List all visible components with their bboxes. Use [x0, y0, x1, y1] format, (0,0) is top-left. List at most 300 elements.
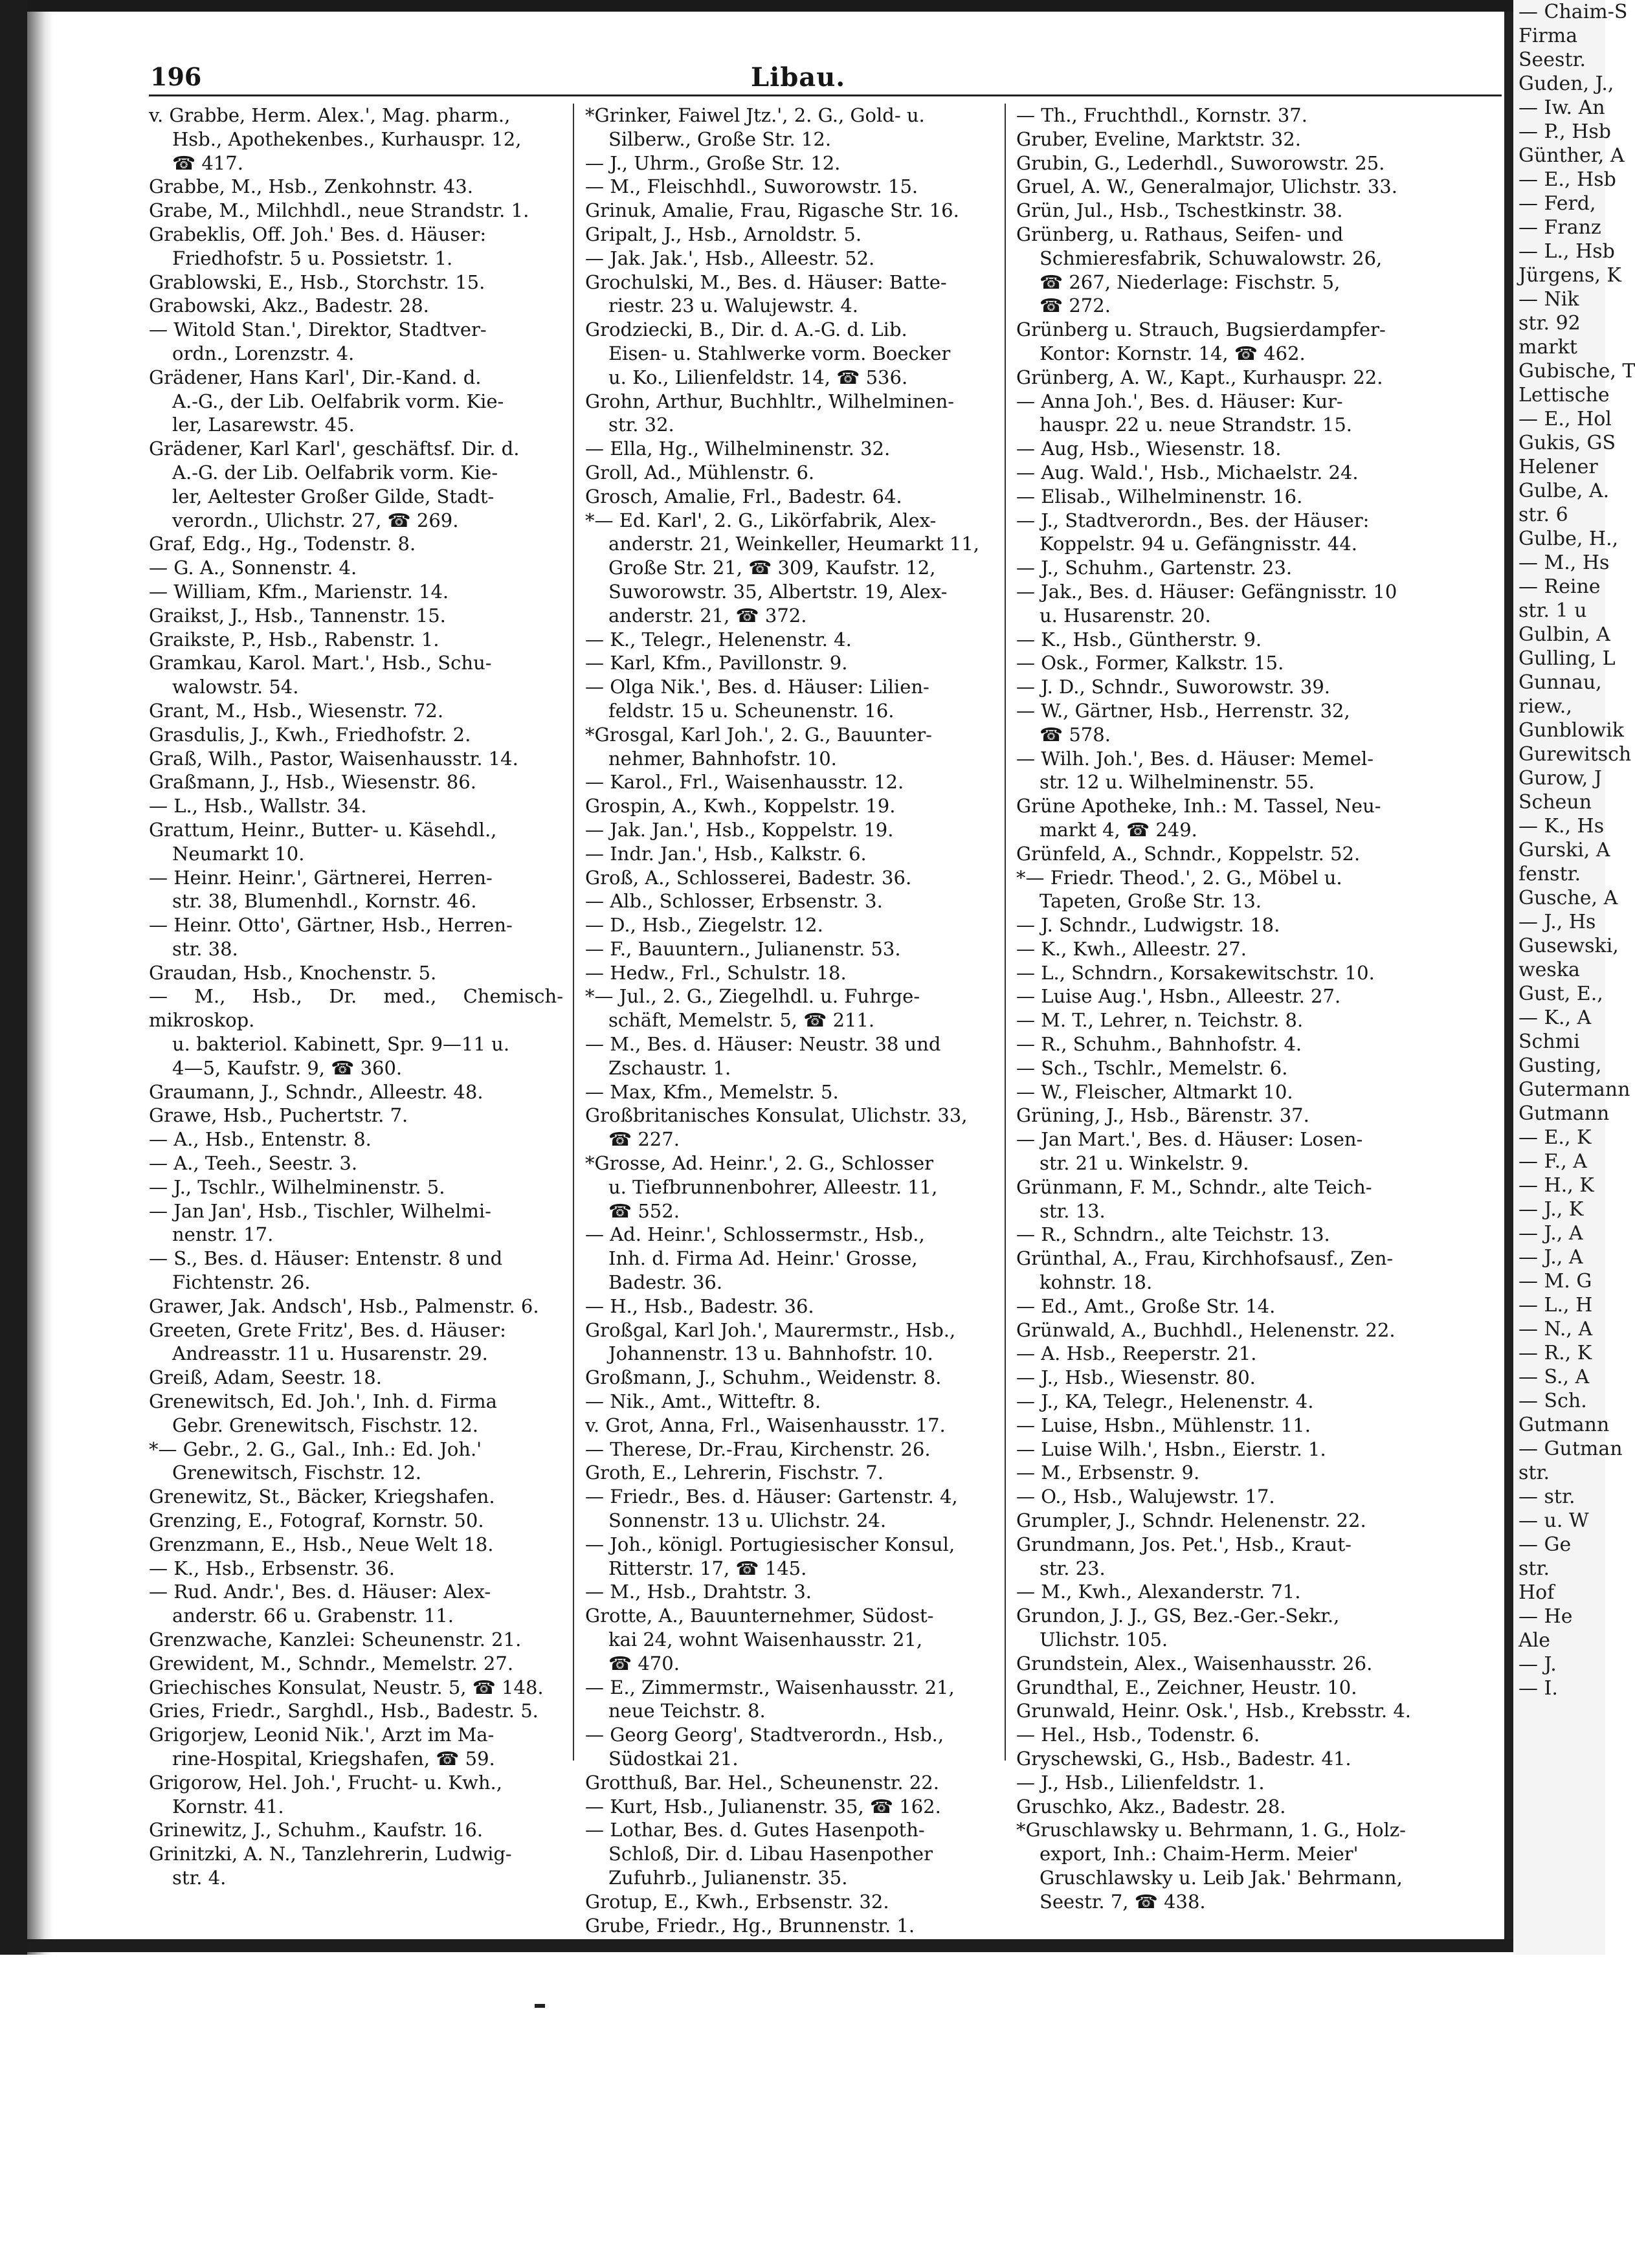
adjacent-page-fragment [1513, 0, 1635, 1955]
entry-name-line: Grundmann, Jos. Pet.', Hsb., Kraut- [1016, 1533, 1351, 1555]
entry-continuation-line: Ritterstr. 17, ☎ 145. [608, 1557, 807, 1579]
adjacent-page-line: — He [1518, 1605, 1573, 1628]
directory-entry [1016, 1342, 1456, 1366]
entry-name-line: Grünfeld, A., Schndr., Koppelstr. 52. [1016, 842, 1361, 865]
directory-entry [1016, 699, 1456, 747]
entry-continuation-line: nehmer, Bahnhofstr. 10. [608, 747, 837, 770]
adjacent-page-line: — Chaim-S [1518, 1, 1628, 23]
directory-entry [149, 1771, 563, 1819]
directory-entry [585, 794, 993, 818]
entry-name-line: Grünthal, A., Frau, Kirchhofsausf., Zen- [1016, 1247, 1394, 1270]
directory-entry [585, 1676, 993, 1724]
directory-entry [1016, 1104, 1456, 1128]
directory-entry [149, 437, 563, 532]
directory-entry [585, 1485, 993, 1533]
adjacent-page-line: — K., Hs [1518, 815, 1605, 838]
adjacent-page-line: — Franz [1518, 216, 1601, 239]
adjacent-page-line: riew., [1518, 695, 1572, 718]
entry-name-line: Grabe, M., Milchhdl., neue Strandstr. 1. [149, 199, 529, 222]
directory-entry [149, 1580, 563, 1628]
entry-name-line: — Jak. Jan.', Hsb., Koppelstr. 19. [585, 818, 894, 841]
directory-entry [585, 390, 993, 438]
adjacent-page-line: Gulbe, H., [1518, 528, 1619, 550]
directory-entry [585, 866, 993, 890]
entry-continuation-line: str. 32. [608, 414, 674, 436]
directory-entry [1016, 461, 1456, 485]
directory-entry [585, 1223, 993, 1294]
entry-continuation-line: A.-G. der Lib. Oelfabrik vorm. Kie- [172, 461, 498, 484]
entry-name-line: — F., Bauuntern., Julianenstr. 53. [585, 937, 901, 960]
entry-name-line: *— Jul., 2. G., Ziegelhdl. u. Fuhrge- [585, 985, 920, 1008]
directory-entry [1016, 1414, 1456, 1438]
entry-name-line: *— Ed. Karl', 2. G., Likörfabrik, Alex- [585, 509, 937, 531]
entry-name-line: — Karol., Frl., Waisenhausstr. 12. [585, 771, 904, 794]
directory-entry [149, 794, 563, 818]
print-mark [535, 2004, 545, 2008]
entry-name-line: — Jak., Bes. d. Häuser: Gefängnisstr. 10 [1016, 580, 1397, 603]
entry-continuation-line: Große Str. 21, ☎ 309, Kaufstr. 12, [608, 557, 936, 579]
entry-name-line: Graßmann, J., Hsb., Wiesenstr. 86. [149, 771, 476, 794]
entry-name-line: Grohn, Arthur, Buchhltr., Wilhelminen- [585, 390, 955, 412]
entry-name-line: — Jak. Jak.', Hsb., Alleestr. 52. [585, 247, 875, 269]
entry-name-line: Gruel, A. W., Generalmajor, Ulichstr. 33. [1016, 175, 1397, 198]
entry-continuation-line: Eisen- u. Stahlwerke vorm. Boecker [608, 342, 951, 364]
directory-entry [585, 461, 993, 485]
entry-continuation-line: A.-G., der Lib. Oelfabrik vorm. Kie- [172, 390, 504, 412]
directory-entry [585, 1795, 993, 1819]
entry-name-line: — Elisab., Wilhelminenstr. 16. [1016, 485, 1303, 507]
entry-continuation-line: Schloß, Dir. d. Libau Hasenpother [608, 1843, 933, 1865]
directory-entry [1016, 794, 1456, 842]
directory-entry [585, 842, 993, 866]
directory-entry [1016, 747, 1456, 795]
directory-entry [1016, 675, 1456, 699]
directory-entry [585, 1914, 993, 1938]
entry-name-line: — Max, Kfm., Memelstr. 5. [585, 1080, 839, 1103]
entry-name-line: — Karl, Kfm., Pavillonstr. 9. [585, 652, 848, 674]
entry-name-line: Grawer, Jak. Andsch', Hsb., Palmenstr. 6. [149, 1295, 539, 1317]
adjacent-page-line: — F., A [1518, 1150, 1587, 1173]
directory-entry [149, 1533, 563, 1557]
entry-continuation-line: Suworowstr. 35, Albertstr. 19, Alex- [608, 580, 948, 603]
entry-name-line: — Osk., Former, Kalkstr. 15. [1016, 652, 1284, 674]
entry-continuation-line: Friedhofstr. 5 u. Possietstr. 1. [172, 247, 453, 269]
directory-entry [1016, 1509, 1456, 1533]
adjacent-page-line: — Sch. [1518, 1390, 1587, 1412]
entry-name-line: Groß, A., Schlosserei, Badestr. 36. [585, 866, 912, 889]
directory-entry [1016, 318, 1456, 366]
entry-name-line: Grodziecki, B., Dir. d. A.-G. d. Lib. [585, 318, 907, 341]
entry-continuation-line: 4—5, Kaufstr. 9, ☎ 360. [172, 1056, 403, 1079]
adjacent-page-line: Gurewitsch [1518, 743, 1632, 766]
adjacent-page-line: — str. [1518, 1485, 1575, 1508]
entry-continuation-line: Badestr. 36. [608, 1271, 723, 1294]
directory-entry [1016, 1008, 1456, 1032]
directory-entry [149, 984, 563, 1080]
adjacent-page-line: — E., K [1518, 1126, 1592, 1149]
entry-name-line: Grawe, Hsb., Puchertstr. 7. [149, 1104, 408, 1127]
adjacent-page-line: — J., A [1518, 1222, 1583, 1245]
adjacent-page-line: — Iw. An [1518, 96, 1605, 119]
directory-entry [1016, 1390, 1456, 1414]
entry-name-line: Grabeklis, Off. Joh.' Bes. d. Häuser: [149, 223, 487, 245]
entry-name-line: — William, Kfm., Marienstr. 14. [149, 580, 449, 603]
entry-name-line: Grenewitz, St., Bäcker, Kriegshafen. [149, 1485, 495, 1508]
entry-continuation-line: ☎ 417. [172, 151, 243, 174]
entry-name-line: — Rud. Andr.', Bes. d. Häuser: Alex- [149, 1581, 491, 1603]
entry-name-line: — Ella, Hg., Wilhelminenstr. 32. [585, 438, 891, 460]
adjacent-page-line: Hof [1518, 1581, 1555, 1604]
directory-entry [585, 1580, 993, 1604]
entry-name-line: — J. D., Schndr., Suworowstr. 39. [1016, 676, 1330, 698]
entry-continuation-line: str. 23. [1040, 1557, 1106, 1579]
directory-entry [585, 485, 993, 509]
directory-entry [585, 628, 993, 652]
adjacent-page-line: fenstr. [1518, 863, 1581, 885]
directory-entry [149, 723, 563, 747]
entry-continuation-line: Fichtenstr. 26. [172, 1271, 311, 1294]
directory-entry [1016, 1056, 1456, 1080]
adjacent-page-line: — S., A [1518, 1366, 1590, 1388]
adjacent-page-line: — L., Hsb [1518, 240, 1615, 263]
directory-entry [585, 1032, 993, 1080]
entry-name-line: v. Grot, Anna, Frl., Waisenhausstr. 17. [585, 1414, 946, 1436]
directory-entry [149, 556, 563, 580]
adjacent-page-line: Gulbe, A. [1518, 480, 1610, 502]
directory-entry [1016, 1533, 1456, 1581]
entry-continuation-line: nenstr. 17. [172, 1223, 274, 1246]
directory-entry [585, 1080, 993, 1104]
directory-entry [1016, 651, 1456, 675]
entry-continuation-line: rine-Hospital, Kriegshafen, ☎ 59. [172, 1747, 495, 1770]
directory-entry [1016, 866, 1456, 914]
directory-entry [149, 866, 563, 914]
directory-entry [149, 604, 563, 628]
entry-name-line: Grädener, Hans Karl', Dir.-Kand. d. [149, 366, 482, 388]
directory-entry [149, 1390, 563, 1438]
directory-entry [149, 366, 563, 437]
entry-name-line: — J., KA, Telegr., Helenenstr. 4. [1016, 1390, 1314, 1413]
entry-continuation-line: Zufuhrb., Julianenstr. 35. [608, 1866, 848, 1889]
entry-name-line: — Joh., königl. Portugiesischer Konsul, [585, 1533, 955, 1555]
entry-name-line: — H., Hsb., Badestr. 36. [585, 1295, 814, 1317]
adjacent-page-line: — u. W [1518, 1509, 1589, 1532]
directory-entry [585, 1390, 993, 1414]
adjacent-page-line: Gulbin, A [1518, 623, 1610, 646]
directory-entry [1016, 1318, 1456, 1342]
adjacent-page-line: Gulling, L [1518, 647, 1616, 670]
directory-entry [1016, 937, 1456, 961]
entry-name-line: Grünwald, A., Buchhdl., Helenenstr. 22. [1016, 1318, 1396, 1341]
directory-entry [585, 723, 993, 771]
directory-entry [149, 1557, 563, 1581]
entry-name-line: Gries, Friedr., Sarghdl., Hsb., Badestr. 5. [149, 1700, 539, 1722]
entry-name-line: — Nik., Amt., Witteftr. 8. [585, 1390, 821, 1413]
entry-continuation-line: u. Ko., Lilienfeldstr. 14, ☎ 536. [608, 366, 908, 388]
entry-name-line: Gripalt, J., Hsb., Arnoldstr. 5. [585, 223, 862, 245]
directory-entry [1016, 1080, 1456, 1104]
directory-entry [1016, 175, 1456, 199]
directory-entry [585, 1533, 993, 1581]
directory-entry [149, 104, 563, 175]
entry-name-line: — S., Bes. d. Häuser: Entenstr. 8 und [149, 1247, 503, 1270]
entry-name-line: Graikst, J., Hsb., Tannenstr. 15. [149, 604, 446, 627]
entry-name-line: Grospin, A., Kwh., Koppelstr. 19. [585, 795, 896, 817]
directory-column-3 [1016, 104, 1456, 1929]
entry-name-line: *Gruschlawsky u. Behrmann, 1. G., Holz- [1016, 1819, 1406, 1841]
directory-entry [585, 437, 993, 461]
entry-continuation-line: kohnstr. 18. [1040, 1271, 1153, 1294]
directory-entry [585, 675, 993, 723]
directory-entry [1016, 1247, 1456, 1295]
entry-continuation-line: str. 13. [1040, 1199, 1106, 1222]
directory-entry [149, 1199, 563, 1247]
adjacent-page-line: — L., H [1518, 1294, 1593, 1317]
entry-continuation-line: Kornstr. 41. [172, 1795, 284, 1818]
directory-entry [1016, 1128, 1456, 1175]
directory-entry [149, 1318, 563, 1366]
directory-entry [149, 532, 563, 556]
entry-name-line: Grenewitsch, Ed. Joh.', Inh. d. Firma [149, 1390, 497, 1413]
entry-name-line: Grunwald, Heinr. Osk.', Hsb., Krebsstr. 4. [1016, 1700, 1411, 1722]
entry-name-line: — J., Schuhm., Gartenstr. 23. [1016, 557, 1293, 579]
entry-name-line: — Therese, Dr.-Frau, Kirchenstr. 26. [585, 1438, 931, 1460]
directory-entry [149, 1295, 563, 1318]
directory-entry [149, 1366, 563, 1390]
entry-name-line: *Grinker, Faiwel Jtz.', 2. G., Gold- u. [585, 104, 925, 126]
directory-entry [1016, 1652, 1456, 1676]
header-divider [149, 94, 1502, 96]
entry-continuation-line: anderstr. 21, ☎ 372. [608, 604, 807, 627]
directory-entry [585, 175, 993, 199]
entry-name-line: — M., Erbsenstr. 9. [1016, 1462, 1200, 1484]
adjacent-page-line: Lettische [1518, 384, 1610, 406]
entry-name-line: — J., Uhrm., Große Str. 12. [585, 151, 841, 174]
entry-name-line: — D., Hsb., Ziegelstr. 12. [585, 914, 823, 937]
directory-entry [149, 223, 563, 271]
directory-entry [1016, 1699, 1456, 1723]
directory-entry [1016, 1461, 1456, 1485]
directory-entry [1016, 1032, 1456, 1056]
directory-entry [149, 1509, 563, 1533]
entry-continuation-line: kai 24, wohnt Waisenhausstr. 21, [608, 1629, 923, 1651]
page-gutter-right [1504, 12, 1513, 1952]
directory-entry [1016, 1295, 1456, 1318]
directory-entry [1016, 128, 1456, 151]
directory-entry [1016, 1676, 1456, 1700]
entry-name-line: Grochulski, M., Bes. d. Häuser: Batte- [585, 271, 947, 293]
adjacent-page-line: — Ge [1518, 1533, 1572, 1556]
directory-entry [149, 770, 563, 794]
adjacent-page-line: — Nik [1518, 288, 1579, 311]
entry-continuation-line: Andreasstr. 11 u. Husarenstr. 29. [172, 1342, 488, 1365]
entry-name-line: — E., Zimmermstr., Waisenhausstr. 21, [585, 1676, 955, 1698]
entry-name-line: Graudan, Hsb., Knochenstr. 5. [149, 961, 437, 984]
directory-entry [149, 1438, 563, 1485]
directory-entry [149, 1723, 563, 1771]
adjacent-page-line: Gutmann [1518, 1102, 1610, 1125]
entry-name-line: — Sch., Tschlr., Memelstr. 6. [1016, 1056, 1288, 1079]
entry-name-line: — M., Bes. d. Häuser: Neustr. 38 und [585, 1033, 941, 1056]
directory-entry [585, 1890, 993, 1914]
directory-entry [149, 913, 563, 961]
adjacent-page-line: Firma [1518, 25, 1578, 47]
entry-name-line: Grumpler, J., Schndr. Helenenstr. 22. [1016, 1509, 1366, 1532]
adjacent-page-line: — I. [1518, 1677, 1558, 1700]
directory-entry [149, 1842, 563, 1890]
adjacent-page-line: Gusting, [1518, 1054, 1602, 1077]
adjacent-page-line: — E., Hsb [1518, 168, 1616, 191]
adjacent-page-line: — M., Hs [1518, 551, 1610, 574]
entry-continuation-line: Gebr. Grenewitsch, Fischstr. 12. [172, 1414, 478, 1436]
entry-name-line: Grundthal, E., Zeichner, Heustr. 10. [1016, 1676, 1357, 1698]
directory-entry [149, 628, 563, 652]
entry-continuation-line: str. 38, Blumenhdl., Kornstr. 46. [172, 890, 477, 913]
adjacent-page-line: Scheun [1518, 791, 1592, 814]
entry-name-line: Groll, Ad., Mühlenstr. 6. [585, 461, 815, 484]
entry-name-line: — M., Fleischhdl., Suworowstr. 15. [585, 175, 918, 198]
entry-name-line: — Friedr., Bes. d. Häuser: Gartenstr. 4, [585, 1485, 958, 1508]
entry-name-line: Grabowski, Akz., Badestr. 28. [149, 295, 429, 317]
adjacent-page-line: Gurow, J [1518, 767, 1602, 790]
directory-entry [1016, 485, 1456, 509]
entry-name-line: Grotup, E., Kwh., Erbsenstr. 32. [585, 1890, 889, 1913]
adjacent-page-line: — H., K [1518, 1174, 1594, 1197]
entry-name-line: Graf, Edg., Hg., Todenstr. 8. [149, 533, 416, 555]
entry-continuation-line: Südostkai 21. [608, 1747, 739, 1770]
directory-entry [1016, 390, 1456, 438]
entry-name-line: — L., Schndrn., Korsakewitschstr. 10. [1016, 961, 1375, 984]
entry-continuation-line: Silberw., Große Str. 12. [608, 128, 832, 150]
entry-name-line: — Heinr. Heinr.', Gärtnerei, Herren- [149, 866, 493, 889]
adjacent-page-line: Günther, A [1518, 144, 1625, 167]
directory-entry [1016, 1223, 1456, 1247]
directory-entry [585, 913, 993, 937]
entry-name-line: Greiß, Adam, Seestr. 18. [149, 1366, 382, 1389]
directory-entry [585, 651, 993, 675]
entry-name-line: — Luise Wilh.', Hsbn., Eierstr. 1. [1016, 1438, 1326, 1460]
entry-name-line: Gruber, Eveline, Marktstr. 32. [1016, 128, 1301, 150]
entry-name-line: Graikste, P., Hsb., Rabenstr. 1. [149, 628, 439, 650]
scan-border-bottom [27, 1939, 1513, 1952]
directory-entry [1016, 223, 1456, 318]
directory-entry [585, 984, 993, 1032]
directory-entry [585, 889, 993, 913]
adjacent-page-line: — Reine [1518, 575, 1601, 598]
directory-entry [1016, 199, 1456, 223]
entry-name-line: — J., Hsb., Lilienfeldstr. 1. [1016, 1771, 1265, 1794]
directory-entry [1016, 842, 1456, 866]
entry-name-line: Grundstein, Alex., Waisenhausstr. 26. [1016, 1652, 1373, 1674]
entry-name-line: Gryschewski, G., Hsb., Badestr. 41. [1016, 1747, 1351, 1770]
adjacent-page-line: Gurski, A [1518, 839, 1610, 862]
directory-entry [1016, 913, 1456, 937]
directory-entry [149, 175, 563, 199]
entry-continuation-line: Kontor: Kornstr. 14, ☎ 462. [1040, 342, 1306, 364]
entry-continuation-line: Neumarkt 10. [172, 842, 305, 865]
scan-shadow-left [27, 12, 53, 1955]
entry-name-line: Grünberg u. Strauch, Bugsierdampfer- [1016, 318, 1386, 341]
entry-continuation-line: neue Teichstr. 8. [608, 1700, 766, 1722]
entry-name-line: — K., Hsb., Güntherstr. 9. [1016, 628, 1262, 650]
entry-name-line: *— Gebr., 2. G., Gal., Inh.: Ed. Joh.' [149, 1438, 482, 1460]
entry-name-line: — Hel., Hsb., Todenstr. 6. [1016, 1724, 1260, 1746]
entry-name-line: — M., Kwh., Alexanderstr. 71. [1016, 1581, 1301, 1603]
entry-name-line: Grün, Jul., Hsb., Tschestkinstr. 38. [1016, 199, 1343, 222]
directory-entry [585, 1104, 993, 1151]
directory-column-2 [585, 104, 993, 1937]
entry-continuation-line: Grenewitsch, Fischstr. 12. [172, 1462, 421, 1484]
directory-entry [1016, 1771, 1456, 1795]
entry-name-line: — Aug, Hsb., Wiesenstr. 18. [1016, 438, 1282, 460]
adjacent-page-line: — Gutman [1518, 1438, 1623, 1460]
entry-name-line: *Grosgal, Karl Joh.', 2. G., Bauunter- [585, 723, 932, 746]
entry-name-line: Grädener, Karl Karl', geschäftsf. Dir. d. [149, 438, 520, 460]
entry-continuation-line: Seestr. 7, ☎ 438. [1040, 1890, 1206, 1913]
entry-name-line: Grünberg, u. Rathaus, Seifen- und [1016, 223, 1344, 245]
directory-entry [149, 1676, 563, 1700]
entry-name-line: — J., Tschlr., Wilhelminenstr. 5. [149, 1175, 445, 1198]
entry-name-line: — Ad. Heinr.', Schlossermstr., Hsb., [585, 1223, 925, 1246]
directory-entry [149, 271, 563, 295]
entry-name-line: Grotthuß, Bar. Hel., Scheunenstr. 22. [585, 1771, 939, 1794]
entry-name-line: — Ed., Amt., Große Str. 14. [1016, 1295, 1276, 1317]
directory-entry [585, 1604, 993, 1675]
adjacent-page-line: — Ferd, [1518, 192, 1596, 215]
directory-entry [585, 961, 993, 985]
entry-name-line: — M., Hsb., Dr. med., Chemisch-mikroskop. [149, 985, 563, 1032]
entry-name-line: — J., Stadtverordn., Bes. der Häuser: [1016, 509, 1370, 531]
scan-border-left [0, 0, 27, 1955]
page-number: 196 [150, 62, 202, 91]
adjacent-page-line: Schmi [1518, 1030, 1580, 1053]
entry-name-line: Grube, Friedr., Hg., Brunnenstr. 1. [585, 1914, 915, 1937]
entry-continuation-line: u. Husarenstr. 20. [1040, 604, 1211, 627]
directory-entry [585, 1438, 993, 1462]
entry-name-line: Großgal, Karl Joh.', Maurermstr., Hsb., [585, 1318, 956, 1341]
entry-name-line: — A., Hsb., Entenstr. 8. [149, 1128, 372, 1151]
scan-border-top [0, 0, 1605, 12]
directory-entry [585, 1366, 993, 1390]
entry-name-line: Grubin, G., Lederhdl., Suworowstr. 25. [1016, 151, 1385, 174]
column-divider [573, 104, 574, 1761]
directory-entry [149, 294, 563, 318]
entry-name-line: — Jan Jan', Hsb., Tischler, Wilhelmi- [149, 1199, 491, 1222]
entry-continuation-line: markt 4, ☎ 249. [1040, 818, 1197, 841]
entry-name-line: — Georg Georg', Stadtverordn., Hsb., [585, 1724, 944, 1746]
entry-name-line: Griechisches Konsulat, Neustr. 5, ☎ 148. [149, 1676, 544, 1698]
entry-name-line: — Hedw., Frl., Schulstr. 18. [585, 961, 847, 984]
directory-entry [149, 1652, 563, 1676]
directory-entry [585, 818, 993, 842]
directory-entry [585, 318, 993, 389]
entry-continuation-line: schäft, Memelstr. 5, ☎ 211. [608, 1009, 875, 1032]
entry-continuation-line: Hsb., Apothekenbes., Kurhauspr. 12, [172, 128, 522, 150]
directory-entry [585, 151, 993, 175]
adjacent-page-line: — K., A [1518, 1006, 1592, 1029]
entry-name-line: Grant, M., Hsb., Wiesenstr. 72. [149, 699, 444, 722]
entry-name-line: — K., Hsb., Erbsenstr. 36. [149, 1557, 395, 1579]
adjacent-page-line: str. 6 [1518, 504, 1568, 526]
entry-name-line: Grünmann, F. M., Schndr., alte Teich- [1016, 1175, 1372, 1198]
entry-name-line: Grinewitz, J., Schuhm., Kaufstr. 16. [149, 1819, 484, 1841]
entry-continuation-line: Inh. d. Firma Ad. Heinr.' Grosse, [608, 1247, 918, 1270]
directory-entry [585, 770, 993, 794]
directory-entry [1016, 1175, 1456, 1223]
entry-name-line: — Lothar, Bes. d. Gutes Hasenpoth- [585, 1819, 925, 1841]
directory-entry [149, 818, 563, 866]
entry-name-line: — O., Hsb., Walujewstr. 17. [1016, 1485, 1275, 1508]
